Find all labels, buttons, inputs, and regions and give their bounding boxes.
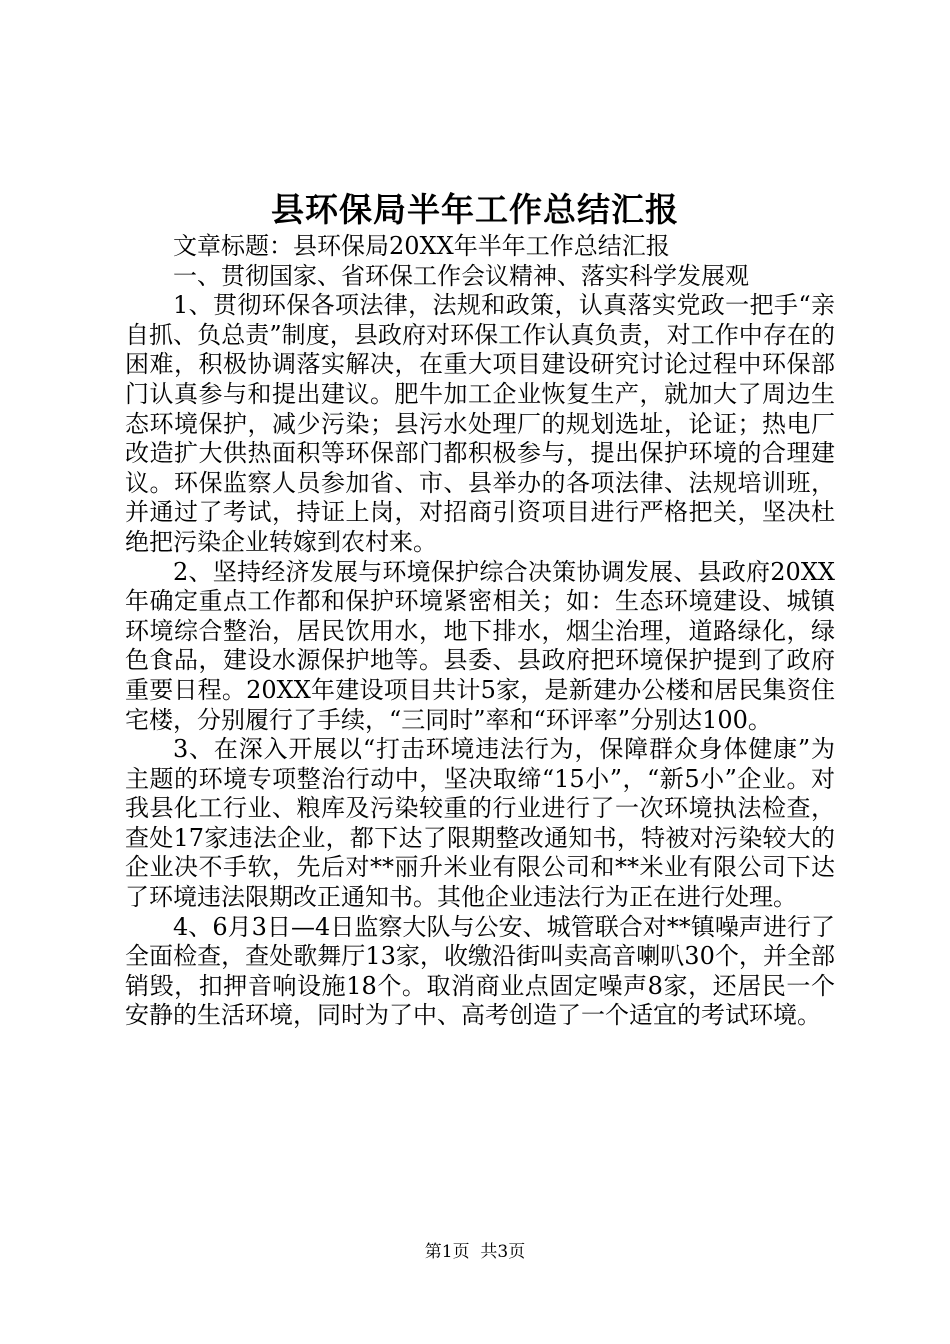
page-total: 共3页 [480, 1242, 526, 1262]
page-number: 第1页 [424, 1242, 470, 1262]
page-footer [0, 1240, 950, 1264]
article-title-line: 文章标题：县环保局20XX年半年工作总结汇报 [173, 232, 670, 260]
paragraph-4: 4、6月3日—4日监察大队与公安、城管联合对**镇噪声进行了全面检查，查处歌舞厅13家，收缴沿街叫卖高音喇叭30个，并全部销毁，扣押音响设施18个。取消商业点固定噪声8家，还居民一个安静的生活环境，同时为了中、高考创造了一个适宜的考试环境。 [125, 912, 835, 1030]
paragraph-2: 2、坚持经济发展与环境保护综合决策协调发展、县政府20XX年确定重点工作都和保护环境紧密相关；如：生态环境建设、城镇环境综合整治，居民饮用水，地下排水，烟尘治理，道路绿化，绿色食品，建设水源保护地等。县委、县政府把环境保护提到了政府重要日程。20XX年建设项目共计5家，是新建办公楼和居民集资住宅楼，分别履行了手续，“三同时”率和“环评率”分别达100。 [125, 557, 835, 734]
paragraph-3: 3、在深入开展以“打击环境违法行为，保障群众身体健康”为主题的环境专项整治行动中，坚决取缔“15小”，“新5小”企业。对我县化工行业、粮库及污染较重的行业进行了一次环境执法检查，查处17家违法企业，都下达了限期整改通知书，特被对污染较大的企业决不手软，先后对**丽升米业有限公司和**米业有限公司下达了环境违法限期改正通知书。其他企业违法行为正在进行处理。 [125, 735, 835, 912]
section-heading: 一、贯彻国家、省环保工作会议精神、落实科学发展观 [173, 261, 749, 290]
document-title: 县环保局半年工作总结汇报 [271, 190, 679, 229]
paragraph-1: 1、贯彻环保各项法律，法规和政策，认真落实党政一把手“亲自抓、负总责”制度，县政府对环保工作认真负责，对工作中存在的困难，积极协调落实解决，在重大项目建设研究讨论过程中环保部门认真参与和提出建议。肥牛加工企业恢复生产，就加大了周边生态环境保护，减少污染；县污水处理厂的规划选址，论证；热电厂改造扩大供热面积等环保部门都积极参与，提出保护环境的合理建议。环保监察人员参加省、市、县举办的各项法律、法规培训班，并通过了考试，持证上岗，对招商引资项目进行严格把关，坚决杜绝把污染企业转嫁到农村来。 [125, 291, 835, 556]
document-body [125, 232, 835, 1031]
